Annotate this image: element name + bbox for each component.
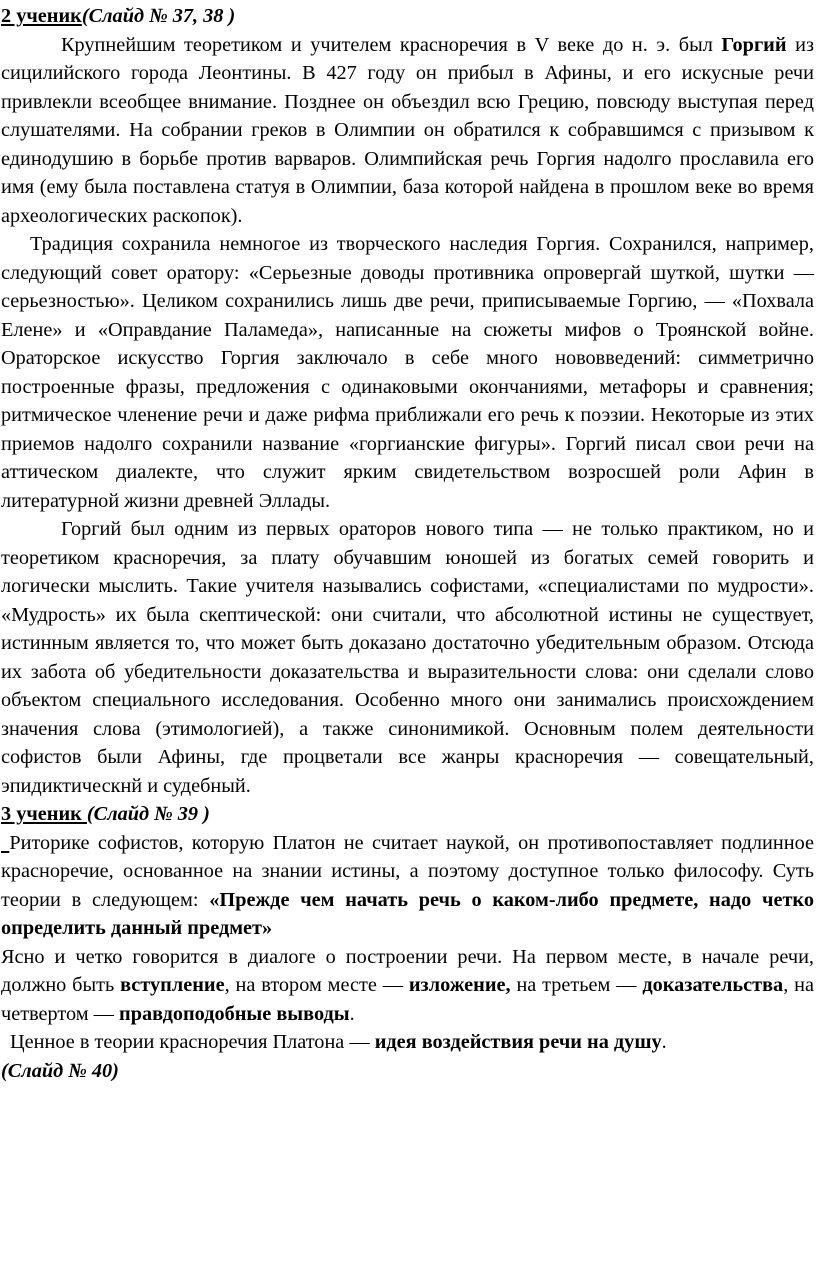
paragraph-speech-structure: Ясно и четко говорится в диалоге о построении речи. На первом месте, в начале речи, должно быть вступление, на втором месте — изложение, на третьем — доказательства, на четвертом — правдоподобные выводы. (1, 945, 814, 1025)
paragraph-gorgias-legacy: Традиция сохранила немногое из творческого наследия Горгия. Сохранился, например, следующий совет оратору: «Серьезные доводы противника опровергай шуткой, шутки — серьезностью». Целиком сохранились лишь две речи, приписываемые Горгию, — «Похвала Елене» и «Оправдание Паламеда», написанные на сюжеты мифов о Троянской войне. Ораторское искусство Горгия заключало в себе много нововведений: симметрично построенные фразы, предложения с одинаковыми окончаниями, метафоры и сравнения; ритмическое членение речи и даже рифма приближали его речь к поэзии. Некоторые из этих приемов надолго сохранили название «горгианские фигуры». Горгий писал свои речи на аттическом диалекте, что служит ярким свидетельством возросшей роли Афин в литературной жизни древней Эллады. (1, 233, 814, 512)
paragraph-sophists: Горгий был одним из первых ораторов нового типа — не только практиком, но и теоретиком красноречия, за плату обучавшим юношей из богатых семей говорить и логически мыслить. Такие учителя назывались софистами, «специалистами по мудрости». «Мудрость» их была скептической: они считали, что абсолютной истины не существует, истинным является то, что может быть доказано достаточно убедительным образом. Отсюда их забота об убедительности доказательства и выразительности слова: они сделали слово объектом специального исследования. Особенно много они занимались происхождением значения слова (этимологией), а также синонимикой. Основным полем деятельности софистов были Афины, где процветали все жанры красноречия — совещательный, эпидиктическнй и судебный. (1, 518, 814, 797)
plato-principle: «Прежде чем начать речь о каком-либо предмете, надо четко определить данный предмет» (1, 888, 814, 939)
student-3-label: 3 ученик (1, 803, 87, 825)
slide-37-38-label: (Слайд № 37, 38 ) (81, 5, 236, 27)
term-introduction: вступление (120, 974, 225, 996)
paragraph-plato-rhetoric: Риторике софистов, которую Платон не считает наукой, он противопоставляет подлинное красноречие, основанное на знании истины, а поэтому доступное только философу. Суть теории в следующем: «Прежде чем начать речь о каком-либо предмете, надо четко определить данный предмет» (1, 831, 814, 939)
paragraph-plato-value: Ценное в теории красноречия Платона — идея воздействия речи на душу. (10, 1031, 667, 1053)
slide-40-label: (Слайд № 40) (1, 1059, 119, 1082)
term-proofs: доказательства (642, 974, 784, 996)
idea-soul-impact: идея воздействия речи на душу (374, 1031, 662, 1053)
section-2-heading (1, 2, 814, 31)
paragraph-gorgias-intro: Крупнейшим теоретиком и учителем красноречия в V веке до н. э. был Горгий из сицилийского города Леонтины. В 427 году он прибыл в Афины, и его искусные речи привлекли всеобщее внимание. Позднее он объездил всю Грецию, повсюду выступая перед слушателями. На собрании греков в Олимпии он обратился к собравшимся с призывом к единодушию в борьбе против варваров. Олимпийская речь Горгия надолго прославила его имя (ему была поставлена статуя в Олимпии, база которой найдена в прошлом веке во время археологических раскопок). (1, 33, 814, 227)
student-2-label: 2 ученик (1, 5, 82, 27)
gorgias-name: Горгий (721, 33, 787, 56)
slide-39-label: (Слайд № 39 ) (86, 803, 210, 825)
term-exposition: изложение, (408, 974, 511, 996)
term-conclusions: правдоподобные выводы (119, 1002, 350, 1025)
section-3-heading (1, 800, 814, 829)
